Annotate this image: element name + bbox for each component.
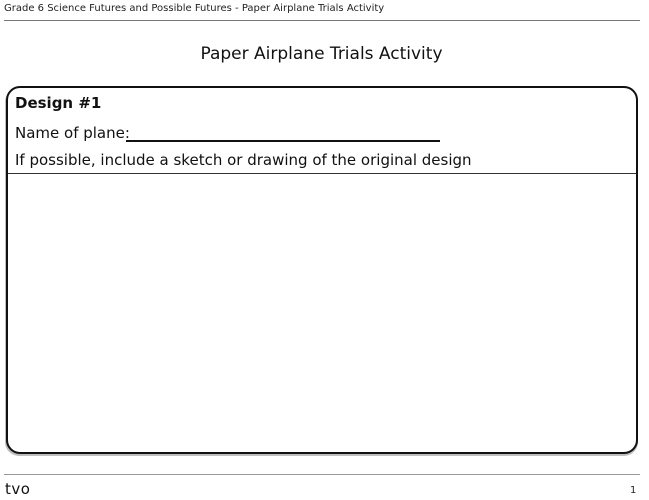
- sketch-instruction: If possible, include a sketch or drawing of the original design: [15, 151, 472, 169]
- page-number: 1: [630, 485, 637, 496]
- design-heading: Design #1: [15, 94, 102, 112]
- design-card-header: [8, 88, 636, 174]
- tvo-logo: tvo: [5, 480, 31, 498]
- plane-name-row: [15, 123, 130, 143]
- design-card: [6, 86, 638, 454]
- header-divider: [4, 20, 640, 21]
- page-title: Paper Airplane Trials Activity: [200, 44, 443, 64]
- plane-name-blank[interactable]: [126, 140, 440, 142]
- sketch-area[interactable]: [8, 174, 636, 452]
- plane-name-label: Name of plane:: [15, 124, 130, 142]
- running-header: Grade 6 Science Futures and Possible Futures - Paper Airplane Trials Activity: [4, 3, 385, 14]
- footer-divider: [4, 474, 640, 475]
